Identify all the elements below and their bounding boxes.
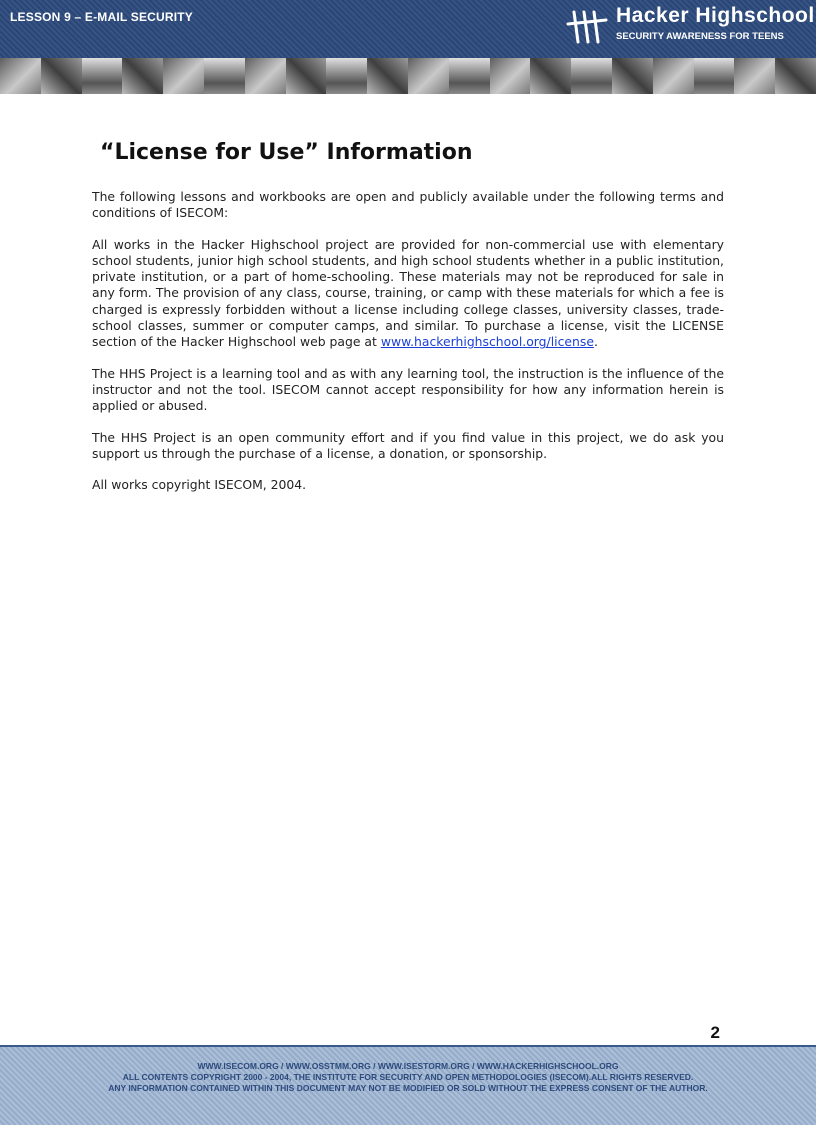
lesson-title: LESSON 9 – E-MAIL SECURITY [10,10,194,24]
logo-tagline: SECURITY AWARENESS FOR TEENS [616,31,784,42]
photo-tile [163,58,204,94]
photo-tile [490,58,531,94]
page-number: 2 [710,1023,720,1042]
photo-tile [571,58,612,94]
photo-tile [245,58,286,94]
photo-tile [367,58,408,94]
photo-tile [449,58,490,94]
support-paragraph: The HHS Project is an open community effort and if you find value in this project, we do ask you support us through the purchase of a license, a donation, or sponsorship. [92,429,724,461]
photo-strip-banner [0,58,816,94]
photo-tile [530,58,571,94]
copyright-paragraph: All works copyright ISECOM, 2004. [92,477,307,493]
photo-tile [734,58,775,94]
usage-terms-paragraph [92,237,724,351]
page-header [0,0,816,58]
photo-tile [612,58,653,94]
photo-tile [653,58,694,94]
photo-tile [82,58,123,94]
hacker-highschool-logo [566,4,815,50]
footer-notice: ANY INFORMATION CONTAINED WITHIN THIS DOCUMENT MAY NOT BE MODIFIED OR SOLD WITHOUT THE EXPRESS CONSENT OF THE AUTHOR. [108,1083,708,1093]
photo-tile [122,58,163,94]
photo-tile [326,58,367,94]
logo-hash-icon [566,8,608,46]
usage-terms-text: All works in the Hacker Highschool project are provided for non-commercial use with elementary school students, junior high school students, and high school students whether in a public institution, private institution, or a part of home-schooling. These materials may not be reproduced for sale in any form. The provision of any class, course, training, or camp with these materials for which a fee is charged is expressly forbidden without a license including college classes, university classes, trade-school classes, summer or computer camps, and similar. To purchase a license, visit the LICENSE section of the Hacker Highschool web page at [92,236,724,350]
document-body [92,140,724,508]
photo-tile [775,58,816,94]
photo-tile [408,58,449,94]
intro-paragraph: The following lessons and workbooks are open and publicly available under the following terms and conditions of ISECOM: [92,189,724,221]
page-footer [0,1045,816,1125]
photo-tile [41,58,82,94]
photo-tile [204,58,245,94]
page-title: “License for Use” Information [100,140,473,165]
license-link[interactable]: www.hackerhighschool.org/license [380,334,594,350]
photo-tile [286,58,327,94]
link-suffix: . [593,334,598,350]
footer-copyright: ALL CONTENTS COPYRIGHT 2000 - 2004, THE INSTITUTE FOR SECURITY AND OPEN METHODOLOGIES (ISECOM).ALL RIGHTS RESERVED. [122,1072,694,1082]
responsibility-paragraph: The HHS Project is a learning tool and as with any learning tool, the instruction is the influence of the instructor and not the tool. ISECOM cannot accept responsibility for how any information herein is applied or abused. [92,365,724,414]
footer-websites: WWW.ISECOM.ORG / WWW.OSSTMM.ORG / WWW.ISESTORM.ORG / WWW.HACKERHIGHSCHOOL.ORG [197,1061,619,1071]
photo-tile [694,58,735,94]
photo-tile [0,58,41,94]
logo-name: Hacker Highschool [616,4,815,27]
